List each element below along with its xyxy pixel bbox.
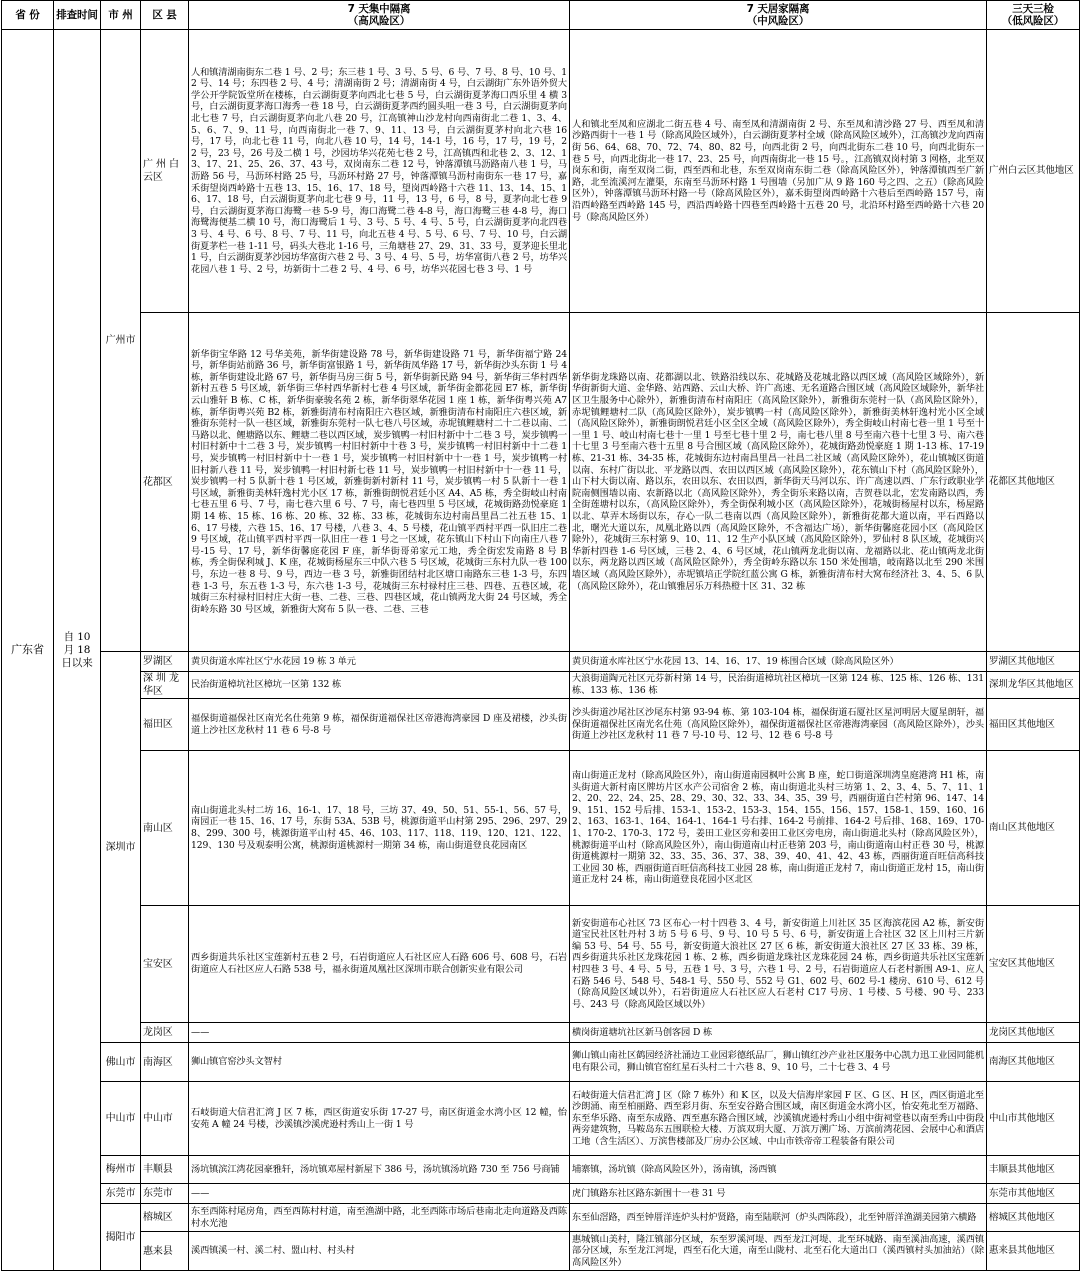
table-row <box>2 1023 1080 1043</box>
table-row <box>2 751 1080 906</box>
mid-risk-cell: 人和镇北至凤和应湖北二街五巷 4 号、南至凤和清湖南街 2 号、东至凤和清沙路 27 号、西至凤和清沙路西街十一巷 1 号（除高风险区域外），白云湖街夏茅村全域（除高风险区域外），江高镇沙龙向西南街 56、64、68、70、72、74、80、82 号，向西北街 2 号，向西北街东二巷 10 号，向西北街东一巷 5 号，向西北街北一巷 17、23、25 号，向西南街北一巷 15 号。，江高镇双岗村第 3 网格，北至双岗东和街，南至双岗二街，西至西和北巷，东至双岗南东街二巷（除高风险区外），钟落潭镇西至广新路，北至流溪河左灌渠，东南至马沥环村路 1 号围墙（另加广从 9 路 160 号之四、之五）（除高风险区外），钟落潭镇马沥环村路一号（除高风险区外），嘉禾街望岗西岭路十六巷后至西岭路 157 号，南沿西岭路至西岭路 145 号，西沿西岭路十四巷至西岭路十五巷 20 号，北沿环村路至西岭路十六巷 20 号（除高风险区外） <box>570 30 987 313</box>
table-row <box>2 1184 1080 1204</box>
low-risk-cell: 南山区其他地区 <box>987 751 1080 906</box>
header-mid-risk <box>570 1 987 30</box>
header-high-risk <box>189 1 570 30</box>
mid-risk-cell: 虎门镇路东社区路东新围十一巷 31 号 <box>570 1184 987 1204</box>
city-cell: 深圳市 <box>101 652 141 1043</box>
high-risk-cell: 福保街道福保社区南光名仕苑第 9 栋，福保街道福保社区帝港海湾豪园 D 座及裙楼，沙头街道上沙社区龙秋村 11 巷 6 号-8 号 <box>189 699 570 751</box>
low-risk-cell: 丰顺县其他地区 <box>987 1156 1080 1184</box>
district-cell: 南海区 <box>141 1043 189 1082</box>
header-time: 排查时间 <box>54 1 101 30</box>
low-risk-cell: 东莞市其他地区 <box>987 1184 1080 1204</box>
high-risk-cell: 汤坑镇滨江湾花园豪雅轩，汤坑镇邓屋村新屋下 386 号，汤坑镇汤坑路 730 至 756 号商铺 <box>189 1156 570 1184</box>
city-cell: 佛山市 <box>101 1043 141 1082</box>
header-high-line1: 7 天集中隔离 <box>347 3 411 15</box>
mid-risk-cell: 黄贝街道水库社区宁水花园 13、14、16、17、19 栋围合区域（除高风险区外） <box>570 652 987 672</box>
table-row <box>2 1082 1080 1156</box>
table-row <box>2 699 1080 751</box>
district-cell: 广 州 白云区 <box>141 30 189 313</box>
header-mid-line2: （中风险区） <box>746 15 810 27</box>
low-risk-cell: 深圳龙华区其他地区 <box>987 672 1080 699</box>
district-cell: 南山区 <box>141 751 189 906</box>
header-province: 省 份 <box>2 1 54 30</box>
high-risk-cell: 狮山镇官窑沙头文智村 <box>189 1043 570 1082</box>
risk-area-table <box>1 0 1080 1271</box>
district-cell: 深 圳 龙华区 <box>141 672 189 699</box>
low-risk-cell: 宝安区其他地区 <box>987 906 1080 1023</box>
province-cell: 广东省 <box>2 30 54 1271</box>
mid-risk-cell: 东至仙滘路，西至钟厝洋连炉头村炉贤路，南至陆联河（炉头西陈段），北至钟厝洋渔湖美园第六横路 <box>570 1204 987 1232</box>
header-low-line2: （低风险区） <box>1001 15 1065 27</box>
header-high-line2: （高风险区） <box>347 15 411 27</box>
high-risk-cell: 石岐街道大信君汇湾 J 区 7 栋，西区街道安乐街 17-27 号，南区街道金水湾小区 12 幢，怡安苑 A 幢 24 号楼，沙溪镇沙溪虎逊村秀山上一街 1 号 <box>189 1082 570 1156</box>
district-cell: 中山市 <box>141 1082 189 1156</box>
table-row <box>2 1204 1080 1232</box>
mid-risk-cell: 埔寨镇，汤坑镇（除高风险区外），汤南镇，汤西镇 <box>570 1156 987 1184</box>
mid-risk-cell: 南山街道正龙村（除高风险区外），南山街道南园枫叶公寓 B 座，蛇口街道深圳湾皇庭港湾 H1 栋，南头街道大新村南区牌坊片区水产公司宿舍 2 栋，南山街道北头村三坊第 1、2、3、4、5、7、11、12、20、22、24、25、28、29、30、32、33、34、35、39 号，西丽街道白芒村第 96、147、149、151、152 号后排、153-1、153-2、153-3、154、155、156、157、158-1、159、160、162、163、163-1、164、164-1、164-1 号右排、164-2 号前排、164-2 号后排、168、169、170-1、170-2、170-3、172 号，姜田工业区旁和姜田工业区旁电房，南山街道北头村（除高风险区外），桃源街道平山村（除高风险区外），南山街道南山村正巷第 203 号，南山街道南山村正巷 30 号，桃源街道桃源村一期第 32、33、35、36、37、38、39、40、41、42、43 栋，西丽街道百旺信高科技工业园 30 栋，西丽街道百旺信高科技工业园 28 栋，南山街道正龙村 7，南山街道正龙村 15，南山街道正龙村 24 栋，南山街道登良花园小区北区 <box>570 751 987 906</box>
district-cell: 丰顺县 <box>141 1156 189 1184</box>
low-risk-cell: 榕城区其他地区 <box>987 1204 1080 1232</box>
mid-risk-cell: 横岗街道塘坑社区新马创客园 D 栋 <box>570 1023 987 1043</box>
mid-risk-cell: 石岐街道大信君汇湾 J 区（除 7 栋外）和 K 区，以及大信海岸家园 F 区、G 区、H 区，西区街道北至沙朗涌、南至柏丽路、西至彩月街、东至安谷路合围区域，南区街道金水湾小区，怡安苑北至万福路、东至华乐路、南至东成路、西至惠东路合围区域，沙溪镇虎逊村秀山小组中街祠堂巷以南至秀山中街段两旁建筑物，马鞍岛东五围联检大楼、万滨双玥大厦、万滨万溯广场、万滨前湾花园、会展中心和酒店工地（含生活区）、万滨售楼部及厂房办公区域、中山市铁帝帝工程装备有限公司 <box>570 1082 987 1156</box>
low-risk-cell: 中山市其他地区 <box>987 1082 1080 1156</box>
header-low-line1: 三天三检 <box>1012 3 1054 15</box>
city-cell: 东莞市 <box>101 1184 141 1204</box>
district-cell: 榕城区 <box>141 1204 189 1232</box>
low-risk-cell: 广州白云区其他地区 <box>987 30 1080 313</box>
district-cell: 龙岗区 <box>141 1023 189 1043</box>
mid-risk-cell: 新安街道布心社区 73 区布心一村十四巷 3、4 号，新安街道上川社区 35 区海滨花园 A2 栋，新安街道宝民社区牡丹村 3 坊 5 号 6 号、9 号、10 号 5 号、6 号，新安街道上合社区 32 区上川村三片新编 53 号、54 号、55 号，新安街道大浪社区 27 区 6 栋，新安街道大浪社区 27 区 33 栋、39 栋，西乡街道共乐社区龙珠花园 1 栋、2 栋，西乡街道龙珠社区龙珠花园 24 栋，西乡街道共乐社区宝莲新村四巷 3 号、4 号、5 号，五巷 1 号、3 号，六巷 1 号、2 号，石岩街道应人石老村新围 A9-1、应人石路 546 号、548 号、548-1 号、550 号、552 号 G1、602 号、602 号-1 楼房、610 号、612 号（除高风险区域以外），石岩街道应人石社区应人石老村 C17 号房、1 号楼、5 号楼、90 号、233 号、243 号（除高风险区域以外） <box>570 906 987 1023</box>
mid-risk-cell: 大浪街道陶元社区元芬新村第 14 号，民治街道樟坑社区樟坑一区第 124 栋、125 栋、126 栋、131 栋、133 栋、136 栋 <box>570 672 987 699</box>
table-row <box>2 672 1080 699</box>
high-risk-cell: 民治街道樟坑社区樟坑一区第 132 栋 <box>189 672 570 699</box>
district-cell: 罗湖区 <box>141 652 189 672</box>
high-risk-cell: 黄贝街道水库社区宁水花园 19 栋 3 单元 <box>189 652 570 672</box>
header-district: 区 县 <box>141 1 189 30</box>
header-row <box>2 1 1080 30</box>
high-risk-cell: 人和镇清湖南街东二巷 1 号、2 号；东三巷 1 号、3 号、5 号、6 号、7 号、8 号、10 号、12 号、14 号；东四巷 2 号、4 号；清湖南街 2 号；清湖南街 4 号，白云湖街广东外语外贸大学公开学院饭堂所在楼栋，白云湖街夏茅向西北七巷 5 号，白云湖街夏茅海口西乐里 4 横 3 号，白云湖街夏茅海口海秀一巷 18 号，白云湖街夏茅西约圆头咀一巷 3 号，白云湖街夏茅向北七巷 7 号，白云湖街夏茅向北八巷 20 号，江高镇神山沙龙村向西南街北二巷 1、3、4、5、6、7、9、11 号，向西南街北一巷 7、9、11、13 号，白云湖街夏茅村向北六巷 16 号，17 号，向北七巷 11 号，向北八巷 10 号，14 号，14-1 号，16 号，17 号，19 号，22 号，23 号，26 号及二横 1 号，沙园坊华兴花苑七巷 2 号，江高镇西和北巷 2、3、12、13、17、21、25、26、37、43 号，双岗南东二巷 12 号，钟落潭镇马沥路南八巷 1 号，马沥路 56 号，马沥环村路 25 号，马沥环村路 27 号，钟落潭镇马沥村南街东一巷 17 号，嘉禾街望岗西岭路十五巷 13、15、16、17、18 号，望岗西岭路十六巷 11、13、14、15、16、17、18 号，白云湖街夏茅向北七巷 9 号，11 号，13 号，6 号，8 号，夏茅向北七巷 9 号，白云湖街夏茅海口海鹭一巷 5-9 号，海口海鹭二巷 4-8 号，海口海鹭三巷 4-8 号，海口海鹭海便基二横 10 号，海口海鹭后 1 号、3 号、5 号、4 号、5 号，白云湖街夏茅向北四巷 3 号、4 号、6 号、8 号、7 号、11 号，向北五巷 4 号、5 号、6 号、7 号、10 号，白云湖街夏茅栏一巷 1-11 号，码头大巷北 1-16 号，三角塘巷 27、29、31、33 号，夏茅迎长里北 1 号，白云湖街夏茅沙园坊华富街六巷 2 号、3 号、4 号、5 号，坊华富街八巷 2 号，坊华兴花园八巷 1 号、2 号，坊新街十二巷 2 号、4 号、6 号，坊华兴花园七巷 3 号、1 号 <box>189 30 570 313</box>
header-low-risk <box>987 1 1080 30</box>
high-risk-cell: 南山街道北头村二坊 16、16-1、17、18 号，三坊 37、49、50、51、55-1、56、57 号，南园正一巷 15、16、17 号，东街 53A、53B 号，桃源街道平山村第 295、296、297、298、299、300 号，桃源街道平山村 45、46、103、117、118、119、120、121、122、129、130 号及观泰明公寓，桃源街道桃源村一期第 34 栋，南山街道登良花园南区 <box>189 751 570 906</box>
mid-risk-cell: 惠城镇山美村，隆江镇部分区域，东至罗溪河堤、西至龙江河堤、北至环城路、南至溪油高速，溪西镇部分区域，东至龙江河堤，西至石化大道，南至山陇村、北至石化大道出口（溪西镇村头加油站）（除高风险区外） <box>570 1232 987 1271</box>
mid-risk-cell: 沙头街道沙尾社区沙尾东村第 93-94 栋、第 103-104 栋，福保街道石厦社区星河明居大厦星朗轩，福保街道福保社区南光名仕苑（高风险区除外），福保街道福保社区帝港海湾豪园（高风险区除外），沙头街道上沙社区龙秋村 11 巷 7 号-10 号、12 号、12 巷 6 号-8 号 <box>570 699 987 751</box>
check-time-cell: 自 10 月 18 日以来 <box>54 30 101 1271</box>
table-row <box>2 906 1080 1023</box>
high-risk-cell: 东至西陈村尾房角，西至西陈村村道，南至渔湖中路，北至西陈市场后巷南北走向道路及西陈村水光池 <box>189 1204 570 1232</box>
high-risk-cell: 西乡街道共乐社区宝莲新村五巷 2 号，石岩街道应人石社区应人石路 606 号、608 号，石岩街道应人石社区应人石路 538 号，福永街道凤凰社区深圳市联合创新实业有限公司 <box>189 906 570 1023</box>
district-cell: 惠来县 <box>141 1232 189 1271</box>
high-risk-cell: —— <box>189 1023 570 1043</box>
table-row <box>2 30 1080 313</box>
high-risk-cell: —— <box>189 1184 570 1204</box>
low-risk-cell: 罗湖区其他地区 <box>987 652 1080 672</box>
district-cell: 花都区 <box>141 313 189 652</box>
low-risk-cell: 龙岗区其他地区 <box>987 1023 1080 1043</box>
city-cell: 中山市 <box>101 1082 141 1156</box>
high-risk-cell: 新华街宝华路 12 号华美苑，新华街建设路 78 号，新华街建设路 71 号，新华街福宁路 24 号，新华街站前路 36 号，新华街富银路 1 号，新华街凤华路 17 号，新华街沙头东街 1 号 4 栋，新华街建设北路 67 号，新华街马房三街 5 号，新华街新民路 94 号，新华街三华村西华新村五巷 5 号区域，新华街三华村西华新村七巷 4 号区域，新华街金都花园 E7 栋，新华街云山雅轩 B 栋、C 栋，新华街豪骏名苑 2 栋，新华街翠华花园 1 座 1 栋，新华街粤兴苑 A7 栋，新华街粤兴苑 B2 栋，新雅街清布村南阳庄六巷区域，新雅街清布村南阳庄六巷区域，新雅街东莞村一队一巷区域，新雅街东莞村一队七巷八号区域，赤坭镇鲤塘村二十二巷以南、二马路以北、鲤塘路以东、鲤塘二巷以西区域，炭步镇鸭一村旧村新中十二巷 3 号，炭步镇鸭一村旧村新中十二巷 3 号，炭步镇鸭一村旧村新中十巷 3 号，炭步镇鸭一村旧村新中十二巷 1 号，炭步镇鸭一村旧村新中十一巷 1 号，炭步镇鸭一村旧村新中十一巷 1 号，炭步镇鸭一村旧村新八巷 11 号，炭步镇鸭一村旧村新七巷 11 号，炭步镇鸭一村旧村新中十一巷 11 号，炭步镇鸭一村 5 队新十巷 1 号区域，新雅街新村新村 11 号，炭步镇鸭一村 5 队新十一巷 1 号区域，新雅街美林轩逸村光小区 17 栋，新雅街朗悦君廷小区 A4、A5 栋，秀全街岐山村南七巷五里 6 号、7 号，南七巷六里 6 号、7 号，南七巷四里 5 号区域，花城街路劲悦豪庭 1 期 14 栋、15 栋、16 栋、20 栋、32 栋、33 栋，花城街东边村南昌里昌二社五巷 15、16、17 号楼，六巷 15、16、17 号楼，八巷 3、4、5 号楼，花山镇平西村平西一队旧庄二巷 9 号区域，花山镇平西村平西一队旧庄一巷 1 号之一区域，花东镇山下村山下向南庄八巷 7 号-15 号、17 号，新华街馨庭花园 F 座，新华街哥弟家元工地，秀全街宏发南路 8 号 B 栋，秀全街保利城 J、K 座，花城街杨屋东三中队六巷 5 号区域，花城街三东村九队一巷 100 号，东边一巷 8 号、9 号，西边一巷 3 号，新雅街团结村北区塘口南路东三巷 1-3 号，东四巷 1-3 号，东五巷 1-3 号，东六巷 1-3 号，花城街三东村禄村庄三巷、四巷、五巷区域，花城街三东村禄村旧村庄大街一巷、二巷、三巷、四巷区域，花山镇两龙大街 24 号区域，秀全街岭东路 30 号区域，新雅街大窝布 5 队一巷、二巷、三巷 <box>189 313 570 652</box>
header-mid-line1: 7 天居家隔离 <box>746 3 810 15</box>
header-city: 市 州 <box>101 1 141 30</box>
low-risk-cell: 福田区其他地区 <box>987 699 1080 751</box>
district-cell: 福田区 <box>141 699 189 751</box>
table-row <box>2 1232 1080 1271</box>
city-cell: 梅州市 <box>101 1156 141 1184</box>
city-cell: 广州市 <box>101 30 141 652</box>
table-row <box>2 1043 1080 1082</box>
district-cell: 东莞市 <box>141 1184 189 1204</box>
low-risk-cell: 南海区其他地区 <box>987 1043 1080 1082</box>
low-risk-cell: 花都区其他地区 <box>987 313 1080 652</box>
city-cell: 揭阳市 <box>101 1204 141 1271</box>
table-row <box>2 652 1080 672</box>
table-row <box>2 313 1080 652</box>
mid-risk-cell: 狮山镇山南社区鹤园经济社涌边工业园彩德纸品厂，狮山镇红沙产业社区服务中心凯力迅工业园同能机电有限公司，狮山镇官窑红星石头村二十六巷 8、9、10 号，二十七巷 3、4 号 <box>570 1043 987 1082</box>
district-cell: 宝安区 <box>141 906 189 1023</box>
table-row <box>2 1156 1080 1184</box>
high-risk-cell: 溪西镇溪一村、溪二村、盟山村、村头村 <box>189 1232 570 1271</box>
mid-risk-cell: 新华街龙珠路以南、花都湖以北、铁路沿线以东、花城路及花城北路以西区域（高风险区域除外），新华街新街大道、金华路、站西路、云山大桥、许广高速、无名道路合围区域（高风险区域除外，新华社区卫生服务中心除外），新雅街清布村南阳庄（高风险区除外），新雅街东莞村一队（高风险区除外），赤坭镇鲤塘村二队（高风险区除外），炭步镇鸭一村（高风险区除外），新雅街美林轩逸村光小区全域（高风险区除外），新雅街朗悦君廷小区全区全域（高风险区除外），秀全街岐山村南七巷一里 1 号至十一里 1 号、岐山村南七巷十一里 1 号至七巷十里 2 号，南七巷八里 8 号至南六巷十七里 3 号、南六巷十七里 3 号至南六巷十五里 8 号合围区域（高风险区除外），花城街路劲悦豪庭 1 期 1-13 栋、17-19 栋、21-31 栋、34-35 栋，花城街东边村南昌里昌一社昌二社区域（高风险区除外），花山镇城区街道以南、东村广街以北、平龙路以西、农田以西区域（高风险区除外），花东镇山下村（高风险区除外），山下村大街以南、路以东，农田以东、农田以西，新华街天马河以东、许广高速以西、广东行政职业学院南侧围墙以南、农新路以北（高风险区除外），秀全街乐来路以南，吉贺巷以北，宏发南路以西，秀全街莲塘村以东，（高风险区除外），秀全街保利城小区（高风险区除外），花城街杨屋村以东，杨屋路以北、草弄木场街以东，存心一队二巷南以西（高风险区除外），新雅街花都大道以南，平石西路以北，曙光大道以东，凤凰北路以西（高风险区除外，不含福达广场），新华街馨庭花园小区（高风险区除外），花城街三东村第 9、10、11、12 生产小队区域（高风险区除外），罗仙村 8 队区域，花城街兴华新村四巷 1-6 号区域，三巷 2、4、6 号区域，花山镇两龙北街以南、龙福路以北、花山镇两龙北街以东，两龙路以西区域（高风险区除外），秀全街岭东路以东 150 米处围墙，岐南路以北至 290 米围墙区域（高风险区除外），赤坭镇培正学院红蓝公寓 G 栋，新雅街清布村大窝布经济社 3、4、5、6 队（高风险区除外），花山镇雅居乐万科热橙十区 31、32 栋 <box>570 313 987 652</box>
low-risk-cell: 惠来县其他地区 <box>987 1232 1080 1271</box>
